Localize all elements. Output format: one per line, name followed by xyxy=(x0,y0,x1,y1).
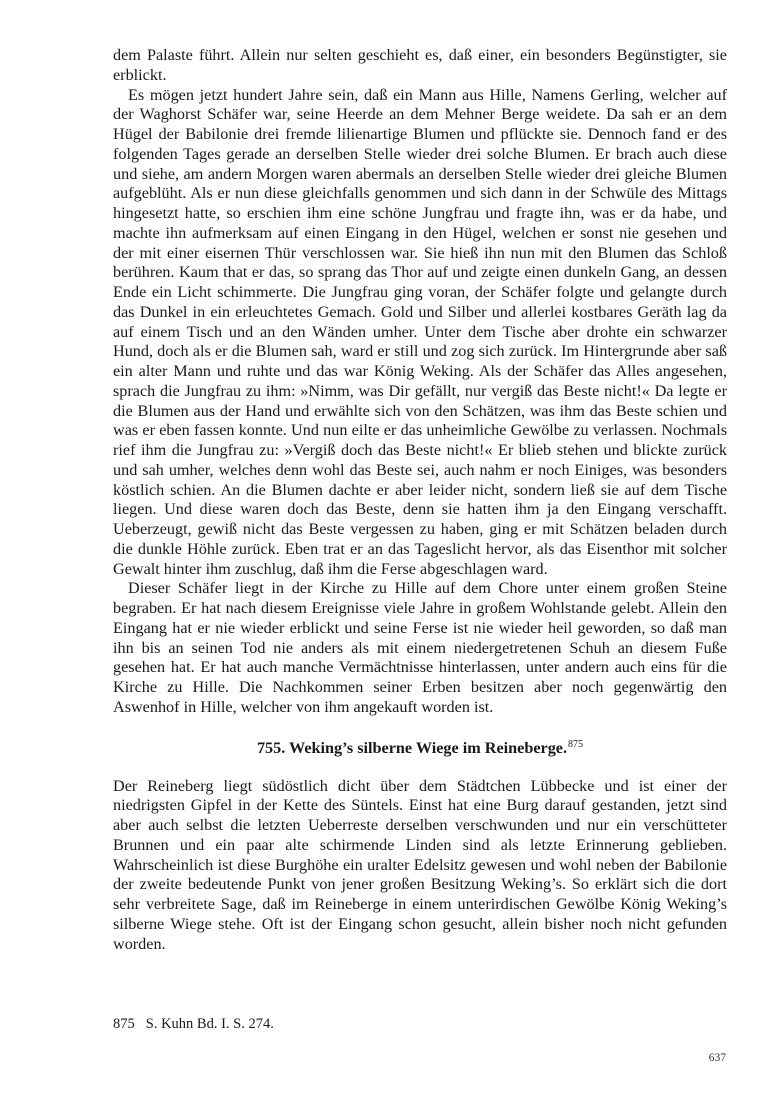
paragraph-shepherd-burial: Dieser Schäfer liegt in der Kirche zu Hille auf dem Chore unter einem großen Steine begraben. Er hat nach diesem Ereignisse viele Jahre in großem Wohlstande gelebt. Allein den Eingang hat er nie wieder erblickt und seine Ferse ist nie wieder heil geworden, so daß man ihn bis an seinen Tod nie anders als mit einem niedergetretenen Schuh an diesem Fuße gesehen hat. Er hat auch manche Vermächtnisse hinterlassen, unter andern auch eins für die Kirche zu Hille. Die Nachkommen seiner Erben besitzen aber noch gegenwärtig den Aswenhof in Hille, welcher von ihm angekauft worden ist. xyxy=(113,579,727,716)
paragraph-shepherd-story: Es mögen jetzt hundert Jahre sein, daß ein Mann aus Hille, Namens Gerling, welcher auf der Waghorst Schäfer war, seine Heerde an dem Mehner Berge weidete. Da sah er an dem Hügel der Babilonie drei fremde lilienartige Blumen und pflückte sie. Dennoch fand er des folgenden Tages gerade an derselben Stelle wieder drei solche Blumen. Er brach auch diese und siehe, am andern Morgen waren abermals an derselben Stelle wieder drei gleiche Blumen aufgeblüht. Als er nun diese gleichfalls genommen und sich dann in der Schwüle des Mittags hingesetzt hatte, so erschien ihm eine schöne Jungfrau und fragte ihn, was er da habe, und machte ihn aufmerksam auf einen Eingang in den Hügel, welchen er sonst nie gesehen und der mit einer eisernen Thür verschlossen war. Sie hieß ihn nun mit den Blumen das Schloß berühren. Kaum that er das, so sprang das Thor auf und zeigte einen dunkeln Gang, an dessen Ende ein Licht schimmerte. Die Jungfrau ging voran, der Schäfer folgte und gelangte durch das Dunkel in ein erleuchtetes Gemach. Gold und Silber und allerlei kostbares Geräth lag da auf einem Tisch und an den Wänden umher. Unter dem Tische aber drohte ein schwarzer Hund, doch als er die Blumen sah, ward er still und zog sich zurück. Im Hintergrunde aber saß ein alter Mann und ruhte und das war König Weking. Als der Schäfer das Alles angesehen, sprach die Jungfrau zu ihm: »Nimm, was Dir gefällt, nur vergiß das Beste nicht!« Da legte er die Blumen aus der Hand und erwählte sich von den Schätzen, was ihm das Beste schien und was er eben fassen konnte. Und nun eilte er das unheimliche Gewölbe zu verlassen. Nochmals rief ihm die Jungfrau zu: »Vergiß doch das Beste nicht!« Er blieb stehen und blickte zurück und sah umher, welches denn wohl das Beste sei, auch nahm er noch Einiges, was besonders köstlich schien. An die Blumen dachte er aber leider nicht, sondern ließ sie auf dem Tische liegen. Und diese waren doch das Beste, denn sie hatten ihm ja den Eingang verschafft. Ueberzeugt, gewiß nicht das Beste vergessen zu haben, ging er mit Schätzen beladen durch die dunkle Höhle zurück. Eben trat er an das Tageslicht hervor, als das Eisenthor mit solcher Gewalt hinter ihm zuschlug, daß ihm die Ferse abgeschlagen ward. xyxy=(113,85,727,578)
footnote-reference[interactable]: 875 xyxy=(568,738,584,750)
paragraph-continuation: dem Palaste führt. Allein nur selten geschieht es, daß einer, ein besonders Begünstigter, sie erblickt. xyxy=(113,46,727,84)
section-heading xyxy=(113,737,727,759)
page-number: 637 xyxy=(708,1052,726,1064)
footnote-number: 875 xyxy=(113,1016,135,1032)
footnote xyxy=(113,1016,274,1033)
page-body xyxy=(113,46,727,954)
footnote-text: S. Kuhn Bd. I. S. 274. xyxy=(145,1016,274,1032)
section-title: 755. Weking’s silberne Wiege im Reineberge. xyxy=(256,738,568,757)
paragraph-reineberg: Der Reineberg liegt südöstlich dicht über dem Städtchen Lübbecke und ist einer der niedrigsten Gipfel in der Kette des Süntels. Einst hat eine Burg darauf gestanden, jetzt sind aber auch selbst die letzten Ueberreste derselben verschwunden und nur ein verschütteter Brunnen und ein paar alte schirmende Linden sind als letzte Erinnerung geblieben. Wahrscheinlich ist diese Burghöhe ein uralter Edelsitz gewesen und wohl neben der Babilonie der zweite bedeutende Punkt von jener großen Besitzung Weking’s. So erklärt sich die dort sehr verbreitete Sage, daß im Reineberge in einem unterirdischen Gewölbe König Weking’s silberne Wiege stehe. Oft ist der Eingang schon gesucht, allein bisher noch nicht gefunden worden. xyxy=(113,776,727,953)
